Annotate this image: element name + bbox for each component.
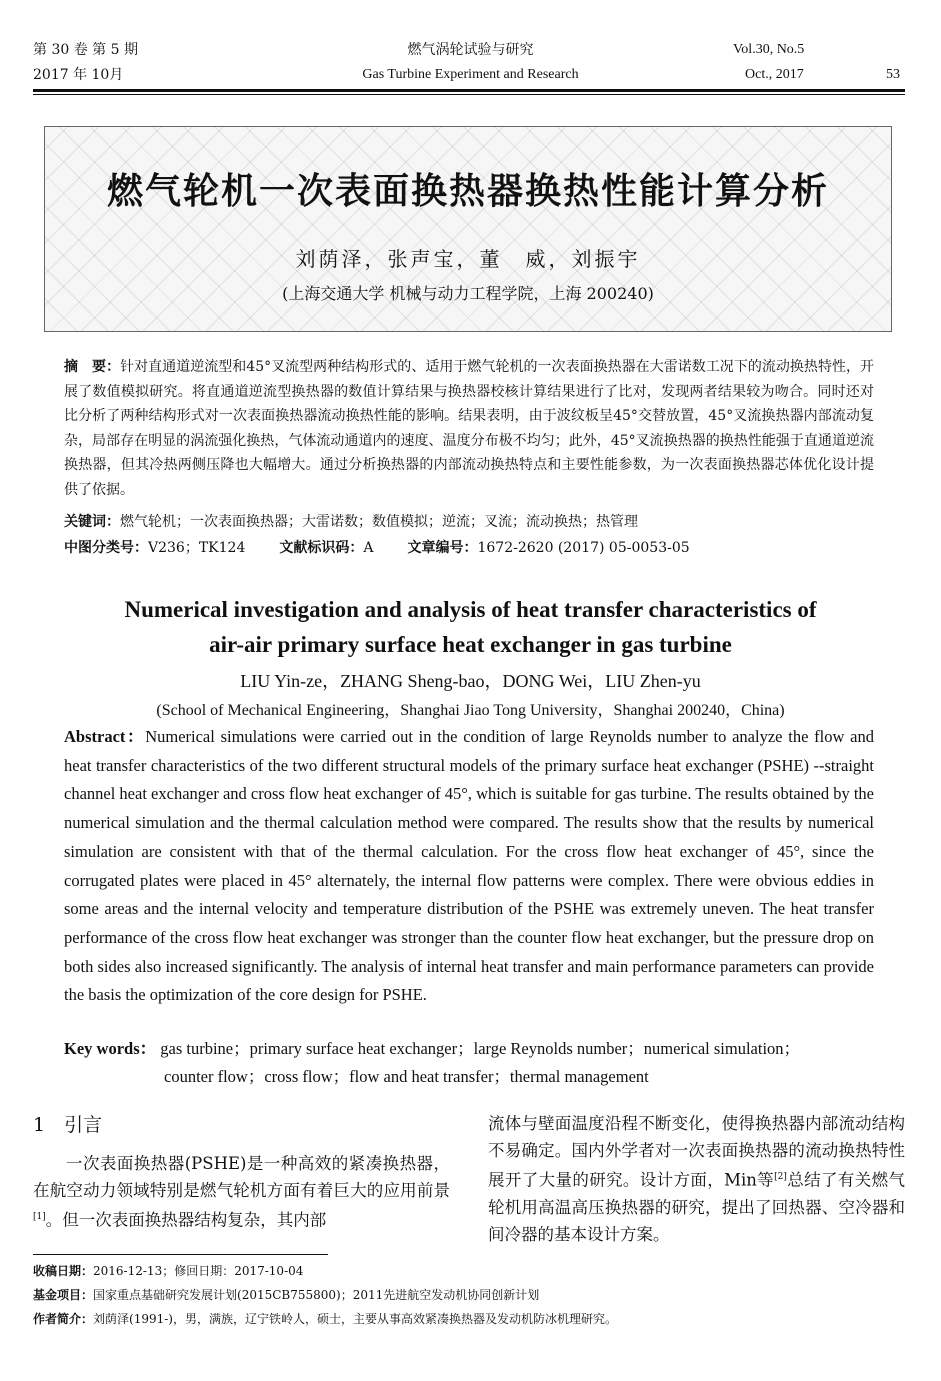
doc-code-label: 文献标识码： [279,540,364,556]
keywords-en [64,1035,874,1091]
keywords-en-label: Key words： [64,1039,157,1058]
abstract-en [64,723,874,1010]
page-number: 53 [886,67,900,82]
clc-label: 中图分类号： [64,540,148,556]
classification-line [64,536,874,561]
received-label: 收稿日期： [33,1264,94,1278]
volume-issue-en: Vol.30, No.5 [733,42,805,57]
authors-zh: 刘荫泽，张声宝，董 威，刘振宇 [295,247,641,271]
body-left-column [33,1150,450,1234]
section-heading: 1 引言 [33,1114,103,1136]
author-bio-label: 作者简介： [33,1312,94,1326]
doc-code-value: A [363,540,374,556]
received-date [33,1263,913,1279]
abstract-zh [64,355,874,502]
keywords-zh-label: 关键词： [64,514,120,530]
paper-title-en-line1: Numerical investigation and analysis of heat transfer characteristics of [124,597,817,622]
header-rule-thin [33,94,905,95]
affiliation-zh: (上海交通大学 机械与动力工程学院，上海 200240) [282,284,654,303]
keywords-zh-text: 燃气轮机；一次表面换热器；大雷诺数；数值模拟；逆流；叉流；流动换热；热管理 [120,514,638,530]
paper-title-en-line2: air-air primary surface heat exchanger in gas turbine [209,632,732,657]
paper-title-zh: 燃气轮机一次表面换热器换热性能计算分析 [106,171,829,212]
received-text: 2016-12-13；修回日期：2017-10-04 [93,1264,304,1278]
keywords-zh [64,510,874,535]
journal-name-en: Gas Turbine Experiment and Research [362,67,579,82]
title-banner [44,126,892,332]
body-right-text-b: 总结了有关燃气轮机用高温高压换热器的研究，提出了回热器、空冷器和间冷器的基本设计方案。 [488,1170,905,1244]
fund-label: 基金项目： [33,1288,94,1302]
header-rule [33,89,905,92]
body-right-text-a: 流体与壁面温度沿程不断变化，使得换热器内部流动结构不易确定。国内外学者对一次表面换热器的流动换热特性展开了大量的研究。设计方面，Min等 [488,1114,905,1190]
fund-text: 国家重点基础研究发展计划(2015CB755800)；2011先进航空发动机协同创新计划 [93,1288,540,1302]
body-left-text-a: 一次表面换热器(PSHE)是一种高效的紧凑换热器，在航空动力领域特别是燃气轮机方面有着巨大的应用前景 [33,1154,450,1200]
body-right-column [488,1110,905,1248]
citation-ref: [2] [774,1172,787,1182]
article-number-value: 1672-2620 (2017) 05-0053-05 [477,540,690,556]
abstract-en-text: Numerical simulations were carried out in the condition of large Reynolds number to analyze the flow and heat transfer characteristics of the two different structural models of the primary surface heat exchanger (PSHE) --straight channel heat exchanger and cross flow heat exchanger of 45°, which is suitable for gas turbine. The results obtained by the numerical simulation and the thermal calculation method were compared. The results show that the results by numerical simulation are consistent with that of the thermal calculation. For the cross flow heat exchanger of 45°, since the corrugated plates were placed in 45° alternately, the internal flow patterns were complex. There were obvious eddies in some areas and the internal velocity and temperature distribution of the PSHE was extremely uneven. The heat transfer performance of the cross flow heat exchanger was stronger than the counter flow heat exchanger, but the pressure drop on both sides also increased significantly. The analysis of internal heat transfer and main performance parameters can provide the basis the optimization of the core design for PSHE. [64,727,874,1005]
abstract-en-label: Abstract： [64,727,146,746]
author-bio-text: 刘荫泽(1991-)，男，满族，辽宁铁岭人，硕士，主要从事高效紧凑换热器及发动机防冰机理研究。 [93,1312,617,1326]
article-number-label: 文章编号： [407,540,478,556]
keywords-en-line1: gas turbine；primary surface heat exchanger；large Reynolds number；numerical simulation； [160,1039,801,1058]
volume-issue-zh: 第 30 卷 第 5 期 [33,42,138,58]
date-zh: 2017 年 10月 [33,67,124,83]
author-bio [33,1311,913,1327]
body-left-text-b: 。但一次表面换热器结构复杂，其内部 [45,1210,327,1230]
authors-en: LIU Yin-ze，ZHANG Sheng-bao，DONG Wei，LIU Zhen-yu [240,671,701,691]
citation-ref: [1] [33,1212,46,1222]
footnote-rule [33,1254,328,1255]
keywords-en-line2: counter flow；cross flow；flow and heat transfer；thermal management [164,1067,649,1086]
abstract-zh-label: 摘 要： [64,359,121,375]
date-en: Oct., 2017 [745,67,804,82]
affiliation-en: (School of Mechanical Engineering，Shanghai Jiao Tong University，Shanghai 200240，China) [156,702,785,719]
abstract-zh-text: 针对直通道逆流型和45°叉流型两种结构形式的、适用于燃气轮机的一次表面换热器在大雷诺数工况下的流动换热特性，开展了数值模拟研究。将直通道逆流型换热器的数值计算结果与换热器校核计算结果进行了比对，发现两者结果较为吻合。同时还对比分析了两种结构形式对一次表面换热器流动换热性能的影响。结果表明，由于波纹板呈45°交替放置，45°叉流换热器内部流动复杂，局部存在明显的涡流强化换热，气体流动通道内的速度、温度分布极不均匀；此外，45°叉流换热器的换热性能强于直通道逆流换热器，但其冷热两侧压降也大幅增大。通过分析换热器的内部流动换热特点和主要性能参数，为一次表面换热器芯体优化设计提供了依据。 [64,359,875,498]
clc-value: V236；TK124 [148,540,246,556]
journal-name-zh: 燃气涡轮试验与研究 [407,42,534,58]
fund-project [33,1287,913,1303]
